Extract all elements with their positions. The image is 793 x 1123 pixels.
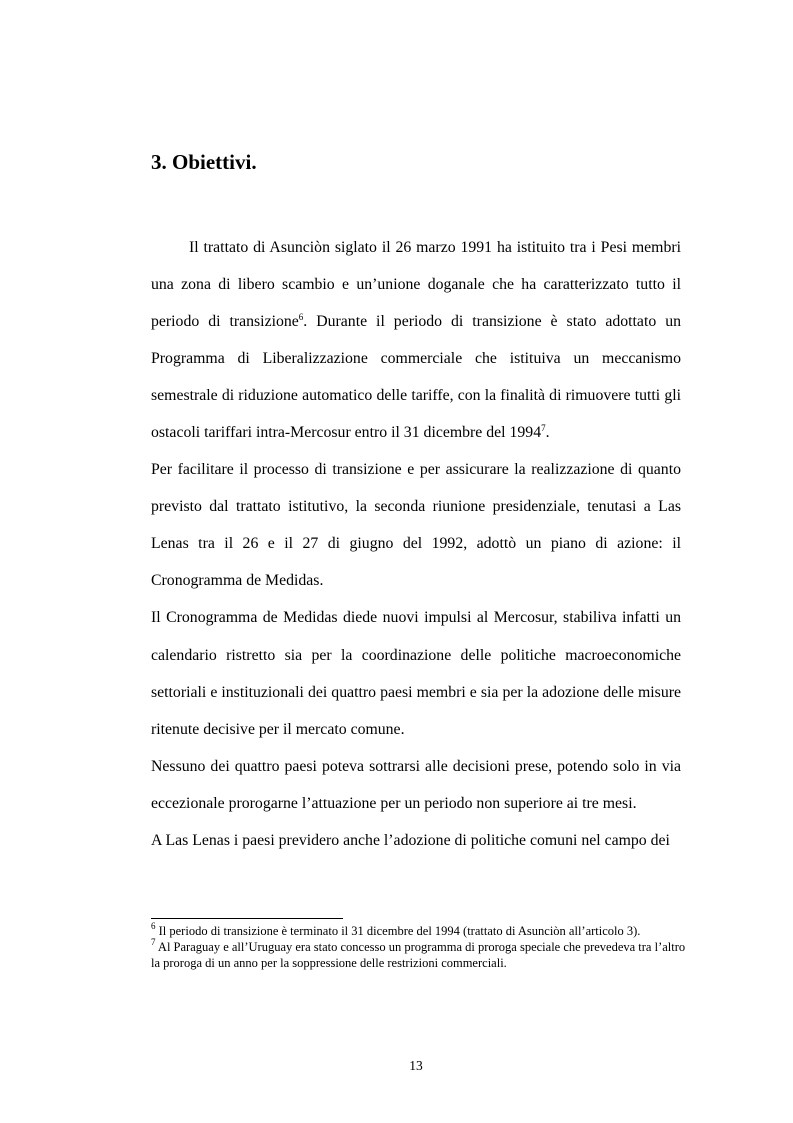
body-text [151, 229, 681, 859]
footnote-ref-7[interactable]: 7 [541, 423, 546, 434]
footnote-6-text: Il periodo di transizione è terminato il 31 dicembre del 1994 (trattato di Asunciòn all’articolo 3). [155, 924, 641, 938]
footnote-6-number: 6 [151, 921, 156, 931]
footnotes [151, 923, 686, 971]
page-number: 13 [409, 1058, 423, 1073]
footnote-7-text: Al Paraguay e all’Uruguay era stato concesso un programma di proroga speciale che prevedeva tra l’altro la proroga di un anno per la soppressione delle restrizioni commerciali. [151, 940, 686, 970]
footnote-ref-6[interactable]: 6 [298, 312, 304, 323]
section-heading: 3. Obiettivi. [151, 150, 257, 174]
paragraph-4: Nessuno dei quattro paesi poteva sottrarsi alle decisioni prese, potendo solo in via eccezionale prorogarne l’attuazione per un periodo non superiore ai tre mesi. [151, 757, 681, 812]
paragraph-1-text-cont: . Durante il periodo di transizione è stato adottato un Programma di Liberalizzazione commerciale che istituiva un meccanismo semestrale di riduzione automatico delle tariffe, con la finalità di rimuovere tutti gli ostacoli tariffari intra-Mercosur entro il 31 dicembre del 1994 [151, 313, 681, 442]
paragraph-5: A Las Lenas i paesi previdero anche l’adozione di politiche comuni nel campo dei [151, 831, 670, 849]
footnote-7 [151, 939, 686, 971]
paragraph-1 [151, 229, 681, 451]
paragraph-3: Il Cronogramma de Medidas diede nuovi impulsi al Mercosur, stabiliva infatti un calendario ristretto sia per la coordinazione delle politiche macroeconomiche settoriali e instituzionali dei quattro paesi membri e sia per la adozione delle misure ritenute decisive per il mercato comune. [151, 609, 681, 738]
footnote-6 [151, 923, 686, 939]
footnote-separator [151, 918, 343, 919]
paragraph-2: Per facilitare il processo di transizione e per assicurare la realizzazione di quanto previsto dal trattato istitutivo, la seconda riunione presidenziale, tenutasi a Las Lenas tra il 26 e il 27 di giugno del 1992, adottò un piano di azione: il Cronogramma de Medidas. [151, 461, 681, 590]
paragraph-1-text-end: . [545, 424, 550, 442]
paragraph-1-text: Il trattato di Asunciòn siglato il 26 marzo 1991 ha istituito tra i Pesi membri una zona di libero scambio e un’unione doganale che ha caratterizzato tutto il periodo di transizione [151, 239, 681, 331]
footnote-7-number: 7 [151, 937, 156, 947]
